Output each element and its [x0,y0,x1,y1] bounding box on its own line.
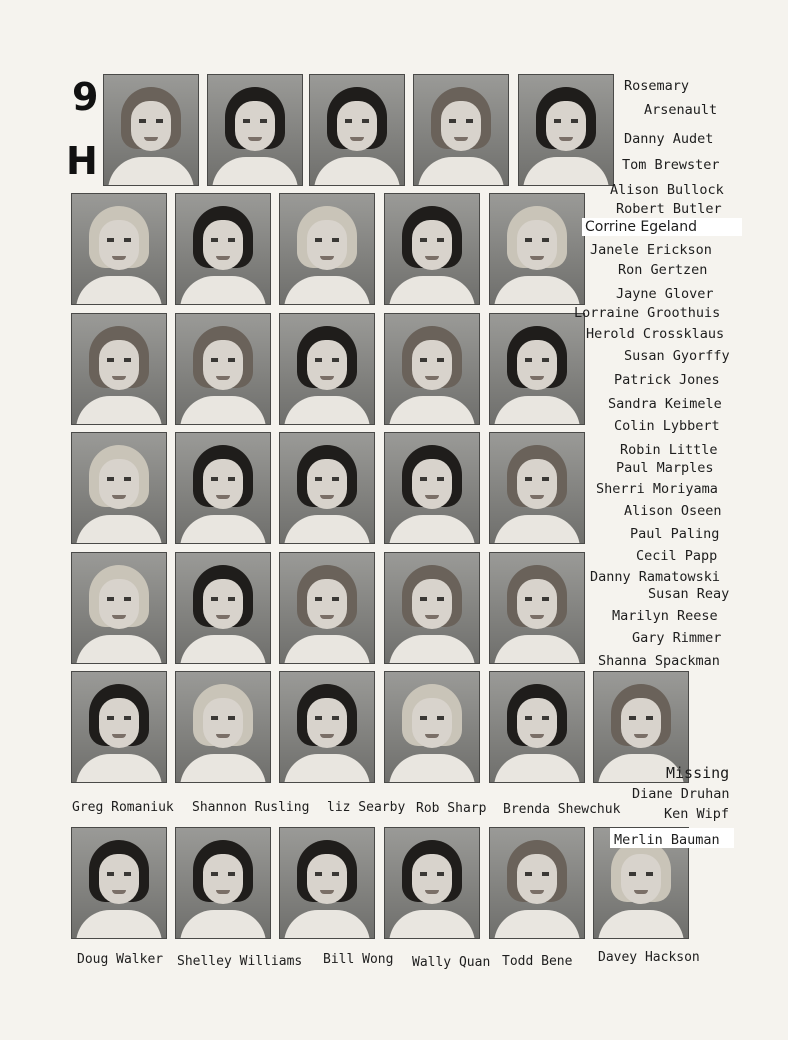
student-photo [176,828,270,938]
student-name: Corrine Egeland [585,219,698,235]
student-name: Robert Butler [616,201,722,217]
caption-name: Doug Walker [77,952,164,967]
caption-name: Davey Hackson [598,950,700,965]
student-photo [490,553,584,663]
missing-name: Ken Wipf [664,806,730,822]
student-photo [385,828,479,938]
student-name: Tom Brewster [622,157,720,173]
missing-name: Merlin Bauman [614,832,720,848]
class-section: H [66,139,98,183]
student-photo [490,433,584,543]
student-photo [104,75,198,185]
student-name: Paul Paling [630,526,720,542]
student-photo [176,194,270,304]
student-photo [72,314,166,424]
student-photo [72,672,166,782]
caption-name: Bill Wong [323,952,394,967]
student-photo [490,314,584,424]
student-photo [414,75,508,185]
student-photo [385,314,479,424]
student-name: Susan Reay [648,586,730,602]
student-photo [385,553,479,663]
student-name: Robin Little [620,442,718,458]
student-photo [176,433,270,543]
student-photo [385,672,479,782]
student-photo [176,314,270,424]
caption-name: liz Searby [327,800,406,815]
student-photo [280,314,374,424]
student-photo [490,672,584,782]
missing-heading: Missing [666,764,730,782]
student-name: Gary Rimmer [632,630,722,646]
student-photo [72,433,166,543]
caption-name: Shelley Williams [177,954,303,969]
student-name: Sherri Moriyama [596,481,718,497]
student-name: Herold Crossklaus [586,326,725,342]
caption-name: Greg Romaniuk [72,800,174,815]
caption-name: Rob Sharp [416,801,487,816]
student-name: Danny Ramatowski [590,569,721,585]
caption-name: Brenda Shewchuk [503,802,621,817]
student-name: Sandra Keimele [608,396,722,412]
student-name: Shanna Spackman [598,653,720,669]
student-photo [385,194,479,304]
student-name: Danny Audet [624,131,714,147]
caption-name: Todd Bene [502,954,573,969]
student-name: Lorraine Groothuis [574,305,721,321]
student-photo [519,75,613,185]
student-photo [280,672,374,782]
student-photo [208,75,302,185]
student-name: Janele Erickson [590,242,712,258]
student-name: Ron Gertzen [618,262,708,278]
student-photo [176,672,270,782]
student-photo [72,194,166,304]
student-photo [490,194,584,304]
student-photo [280,553,374,663]
student-photo [72,828,166,938]
student-name: Rosemary [624,78,690,94]
grade-number: 9 [72,75,99,119]
student-name: Susan Gyorffy [624,348,730,364]
student-name: Patrick Jones [614,372,720,388]
student-photo [280,433,374,543]
student-name: Paul Marples [616,460,714,476]
student-name: Alison Oseen [624,503,722,519]
student-name: Alison Bullock [610,182,724,198]
student-photo [176,553,270,663]
student-name: Jayne Glover [616,286,714,302]
student-name: Cecil Papp [636,548,718,564]
student-photo [72,553,166,663]
student-name: Arsenault [644,102,718,118]
student-photo [280,194,374,304]
caption-name: Wally Quan [412,955,491,970]
student-photo [310,75,404,185]
student-name: Marilyn Reese [612,608,718,624]
student-photo [490,828,584,938]
caption-name: Shannon Rusling [192,800,310,815]
student-name: Colin Lybbert [614,418,720,434]
student-photo [280,828,374,938]
missing-name: Diane Druhan [632,786,730,802]
student-photo [385,433,479,543]
